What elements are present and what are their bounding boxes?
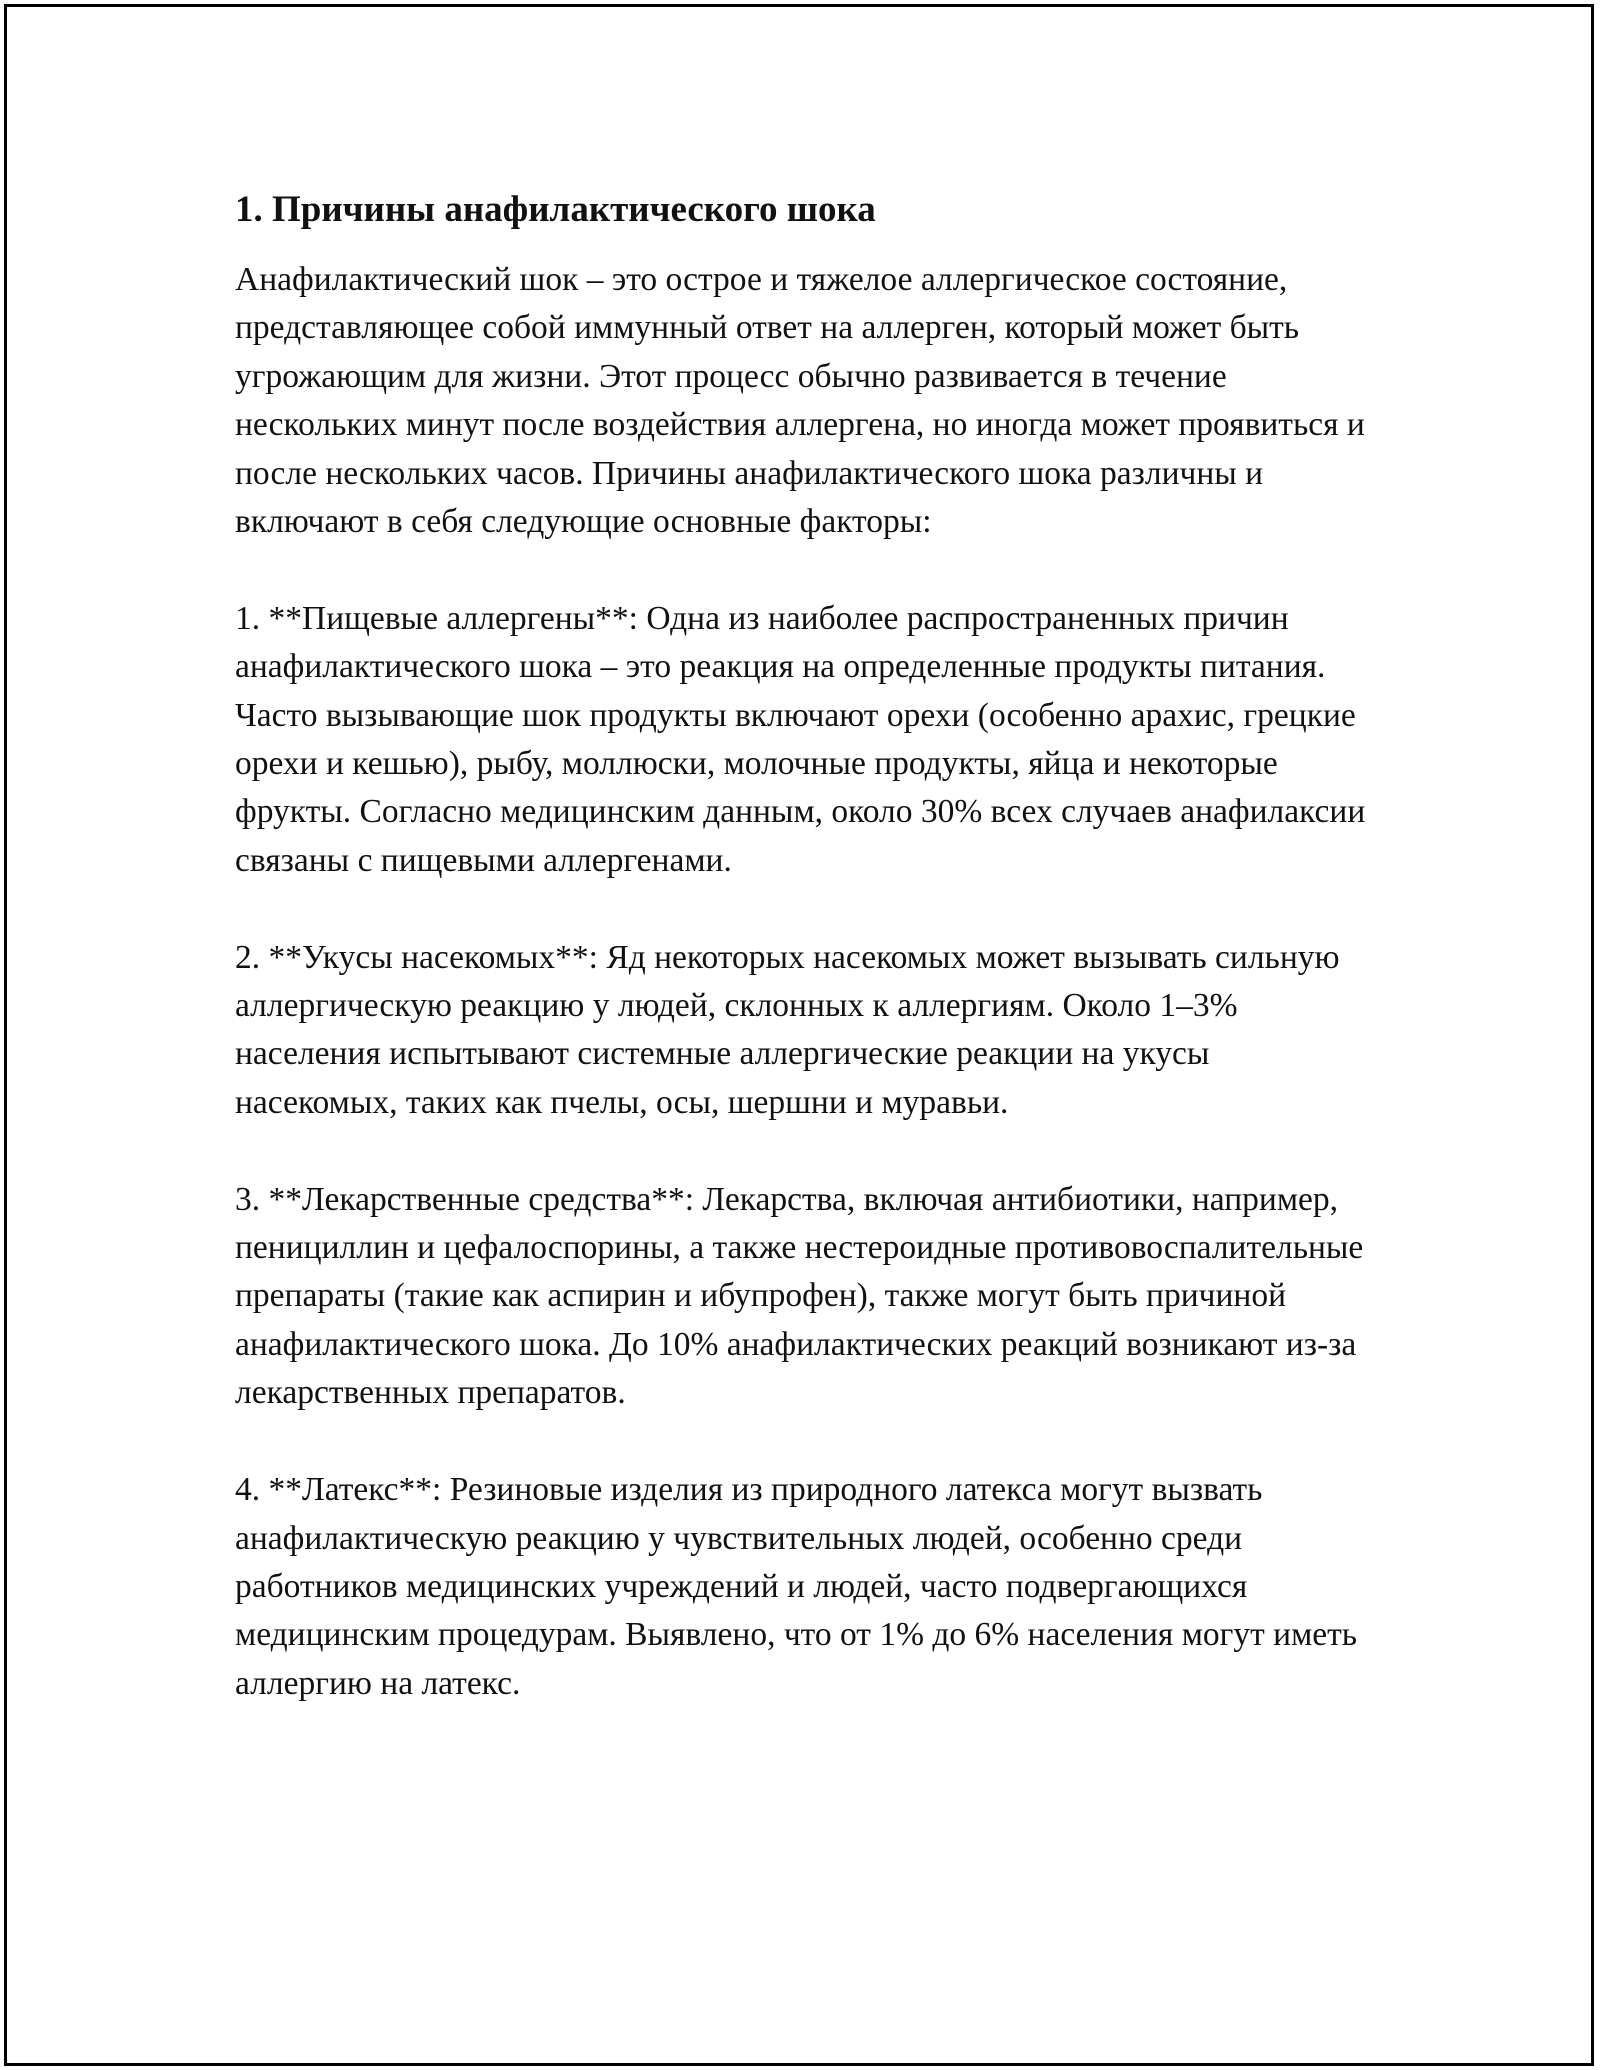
document-body <box>235 186 1375 1757</box>
insect-bites-paragraph: 2. **Укусы насекомых**: Яд некоторых насекомых может вызывать сильную аллергическую реакцию у людей, склонных к аллергиям. Около 1–3% населения испытывают системные аллергические реакции на укусы насекомых, таких как пчелы, осы, шершни и муравьи. <box>235 938 1340 1121</box>
medications-paragraph: 3. **Лекарственные средства**: Лекарства, включая антибиотики, например, пенициллин и цефалоспорины, а также нестероидные противовоспалительные препараты (такие как аспирин и ибупрофен), также могут быть причиной анафилактического шока. До 10% анафилактических реакций возникают из-за лекарственных препаратов. <box>235 1180 1364 1412</box>
latex-paragraph: 4. **Латекс**: Резиновые изделия из природного латекса могут вызвать анафилактическую реакцию у чувствительных людей, особенно среди работников медицинских учреждений и людей, часто подвергающихся медицинским процедурам. Выявлено, что от 1% до 6% населения могут иметь аллергию на латекс. <box>235 1471 1358 1702</box>
intro-paragraph: Анафилактический шок – это острое и тяжелое аллергическое состояние, представляющее собой иммунный ответ на аллерген, который может быть угрожающим для жизни. Этот процесс обычно развивается в течение нескольких минут после воздействия аллергена, но иногда может проявиться и после нескольких часов. Причины анафилактического шока различны и включают в себя следующие основные факторы: <box>235 261 1365 541</box>
food-allergens-paragraph: 1. **Пищевые аллергены**: Одна из наиболее распространенных причин анафилактического шока – это реакция на определенные продукты питания. Часто вызывающие шок продукты включают орехи (особенно арахис, грецкие орехи и кешью), рыбу, моллюски, молочные продукты, яйца и некоторые фрукты. Согласно медицинским данным, около 30% всех случаев анафилаксии связаны с пищевыми аллергенами. <box>235 599 1366 879</box>
section-heading: 1. Причины анафилактического шока <box>235 189 876 230</box>
